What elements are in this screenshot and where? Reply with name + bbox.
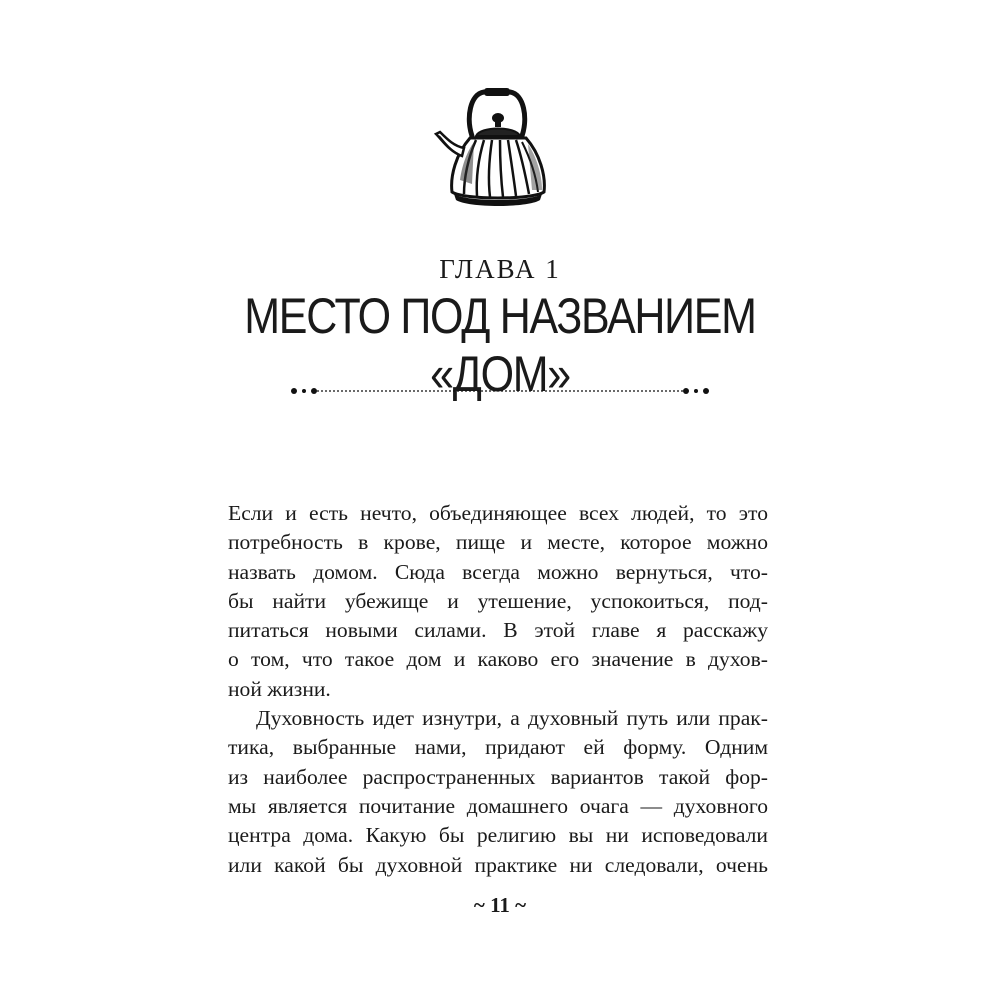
ornamental-divider (290, 381, 710, 401)
chapter-label: ГЛАВА 1 (439, 254, 561, 284)
chapter-title-line-1: МЕСТО ПОД НАЗВАНИЕМ (244, 288, 756, 344)
paragraph (228, 499, 768, 704)
text-line: ной жизни. (228, 676, 331, 701)
text-line: мы является почитание домашнего очага — духовного (228, 793, 768, 818)
text-line: потребность в крове, пище и месте, которое можно (228, 530, 768, 555)
text-line: Духовность идет изнутри, а духовный путь или прак- (256, 706, 768, 731)
kettle-icon (432, 84, 562, 214)
text-line: или какой бы духовной практике ни следовали, очень (228, 852, 768, 877)
body-text (228, 499, 768, 880)
text-line: Если и есть нечто, объединяющее всех людей, то это (228, 501, 768, 525)
text-line: центра дома. Какую бы религию вы ни исповедовали (228, 823, 768, 848)
text-line: из наиболее распространенных вариантов такой фор- (228, 764, 768, 789)
text-line: бы найти убежище и утешение, успокоиться, под- (228, 588, 768, 613)
text-line: о том, что такое дом и каково его значение в духов- (228, 647, 768, 672)
text-line: тика, выбранные нами, придают ей форму. Одним (228, 735, 768, 760)
page-number: ~ 11 ~ (473, 893, 527, 917)
text-line: назвать домом. Сюда всегда можно вернуться, что- (228, 559, 768, 584)
chapter-title-line-2: «ДОМ» (430, 346, 570, 402)
paragraph (228, 704, 768, 880)
text-line: питаться новыми силами. В этой главе я расскажу (228, 618, 768, 643)
